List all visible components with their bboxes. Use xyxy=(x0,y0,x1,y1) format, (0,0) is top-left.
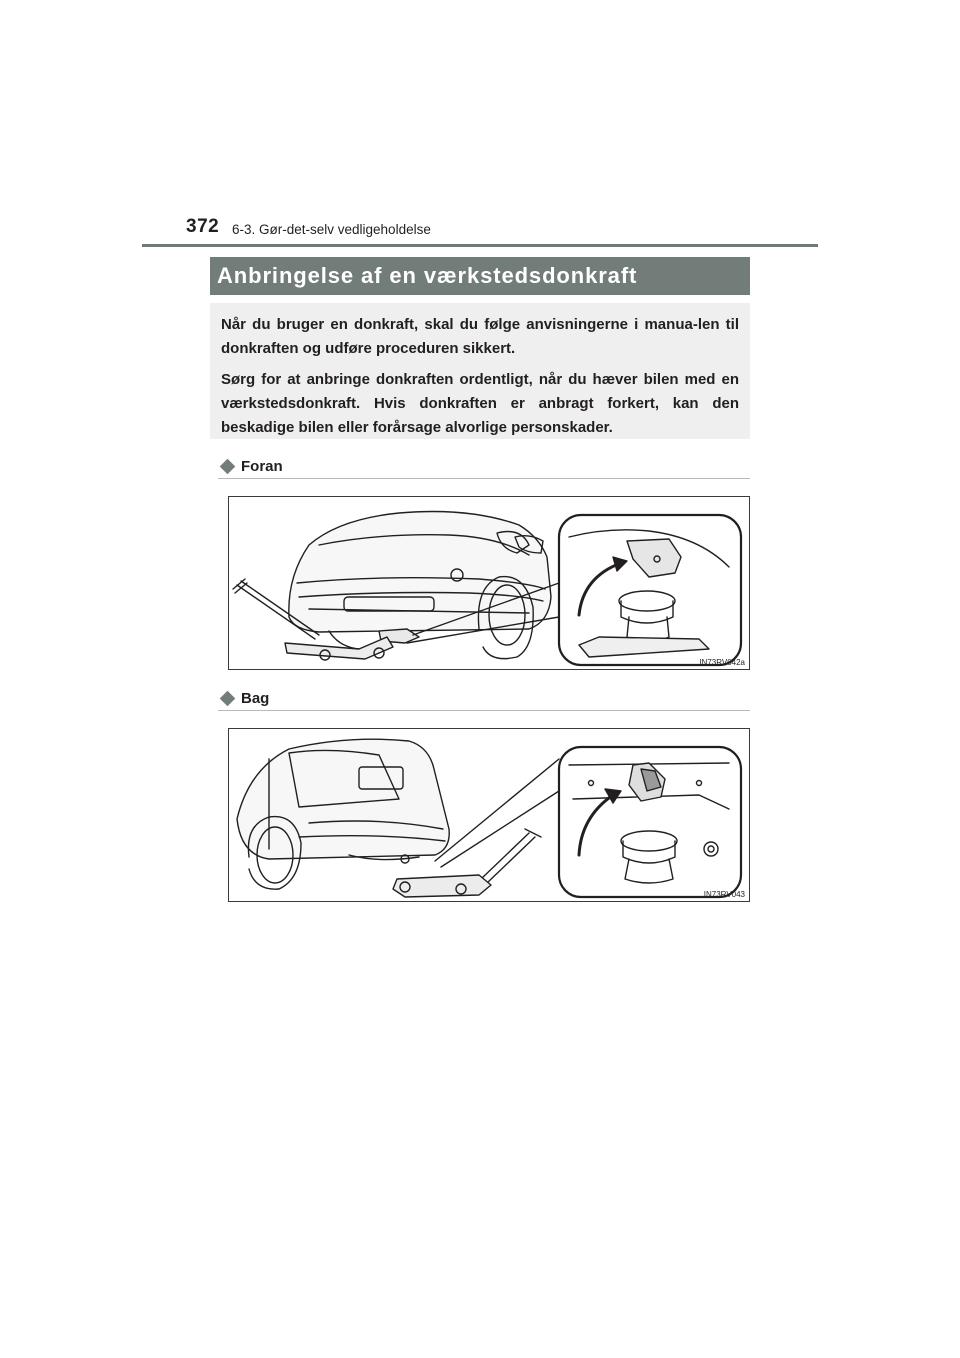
chapter-title: 6-3. Gør-det-selv vedligeholdelse xyxy=(232,222,431,237)
section-title-bar xyxy=(210,257,750,295)
figure-rear-jack xyxy=(228,728,750,902)
subsection-header-rear xyxy=(218,686,750,711)
subsection-label-front: Foran xyxy=(241,457,283,475)
figure-code-rear: IN73RV043 xyxy=(703,890,745,899)
header-rule xyxy=(142,244,818,247)
rear-jack-illustration xyxy=(229,729,749,901)
subsection-header-front xyxy=(218,454,750,479)
diamond-icon xyxy=(220,690,236,706)
intro-paragraph-1: Når du bruger en donkraft, skal du følge anvisningerne i manua-len til donkraften og udføre proceduren sikkert. xyxy=(221,316,739,357)
intro-box xyxy=(210,303,750,439)
section-title: Anbringelse af en værkstedsdonkraft xyxy=(217,263,638,288)
front-jack-illustration xyxy=(229,497,749,669)
diamond-icon xyxy=(220,458,236,474)
figure-code-front: IN73RV042a xyxy=(699,658,745,667)
subsection-label-rear: Bag xyxy=(241,689,270,707)
page-number: 372 xyxy=(186,216,220,237)
figure-front-jack xyxy=(228,496,750,670)
intro-paragraph-2: Sørg for at anbringe donkraften ordentligt, når du hæver bilen med en værkstedsdonkraft. Hvis donkraften er anbragt forkert, kan den beskadige bilen eller forårsage alvorlige personskader. xyxy=(221,371,739,436)
